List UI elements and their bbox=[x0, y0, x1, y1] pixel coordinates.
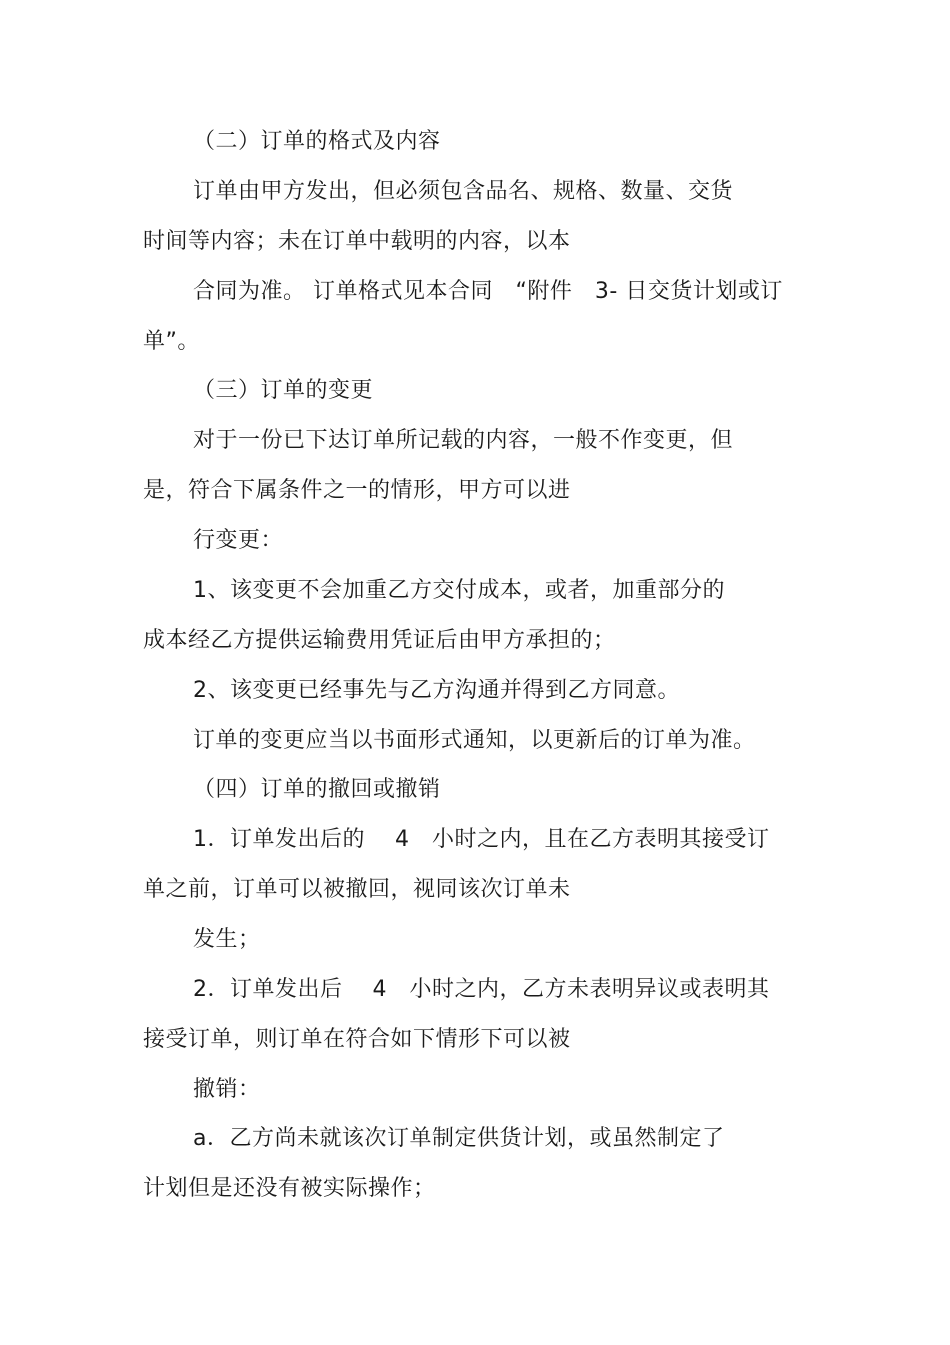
list-item-line: 接受订单，则订单在符合如下情形下可以被 bbox=[143, 1027, 571, 1052]
paragraph-line: 行变更： bbox=[193, 528, 284, 553]
list-item-line: 撤销： bbox=[193, 1077, 261, 1102]
list-item-line: 单之前，订单可以被撤回，视同该次订单未 bbox=[143, 877, 571, 902]
list-item-line: 发生； bbox=[193, 927, 261, 952]
list-item-line: 1．订单发出后的 4 小时之内，且在乙方表明其接受订 bbox=[193, 827, 770, 852]
paragraph-line: 时间等内容；未在订单中载明的内容，以本 bbox=[143, 229, 571, 254]
section-heading-order-format: （二）订单的格式及内容 bbox=[193, 129, 441, 154]
paragraph-line: 合同为准。 订单格式见本合同 “附件 3- 日交货计划或订 bbox=[193, 279, 783, 304]
paragraph-line: 对于一份已下达订单所记载的内容，一般不作变更，但 bbox=[193, 428, 734, 453]
paragraph-line: 订单的变更应当以书面形式通知，以更新后的订单为准。 bbox=[193, 728, 756, 753]
section-heading-order-withdrawal: （四）订单的撤回或撤销 bbox=[193, 777, 441, 802]
list-item-line: 1、该变更不会加重乙方交付成本，或者，加重部分的 bbox=[193, 578, 725, 603]
list-item-line: 2．订单发出后 4 小时之内，乙方未表明异议或表明其 bbox=[193, 977, 770, 1002]
section-heading-order-change: （三）订单的变更 bbox=[193, 378, 374, 403]
list-item-line: 成本经乙方提供运输费用凭证后由甲方承担的； bbox=[143, 628, 616, 653]
list-item-line: a．乙方尚未就该次订单制定供货计划，或虽然制定了 bbox=[193, 1126, 725, 1151]
paragraph-line: 单”。 bbox=[143, 329, 200, 354]
list-item-line: 计划但是还没有被实际操作； bbox=[143, 1176, 436, 1201]
paragraph-line: 订单由甲方发出，但必须包含品名、规格、数量、交货 bbox=[193, 179, 734, 204]
list-item-line: 2、该变更已经事先与乙方沟通并得到乙方同意。 bbox=[193, 678, 680, 703]
paragraph-line: 是，符合下属条件之一的情形，甲方可以进 bbox=[143, 478, 571, 503]
